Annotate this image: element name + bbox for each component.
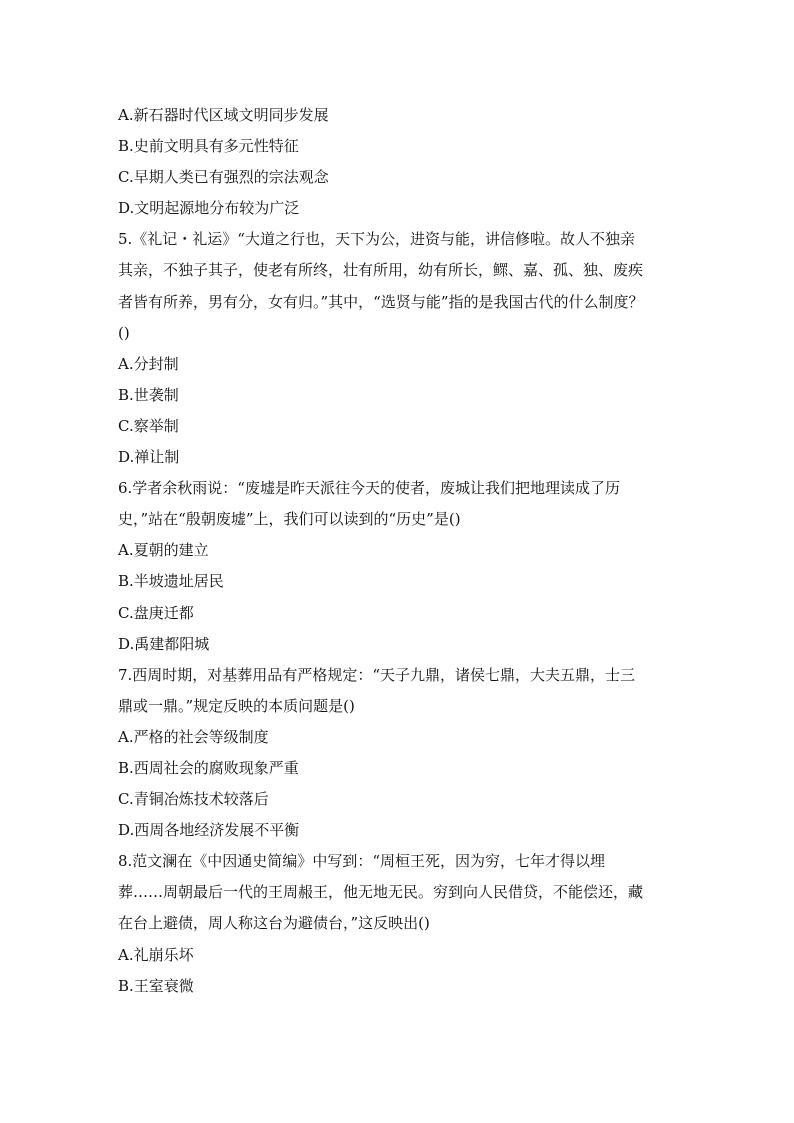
question-7-option-d: D.西周各地经济发展不平衡	[118, 821, 300, 840]
option-a-text: A.新石器时代区域文明同步发展	[118, 106, 329, 124]
option-b-text: B.史前文明具有多元性特征	[118, 137, 299, 156]
option-d-text: D.文明起源地分布较为广泛	[118, 199, 300, 218]
question-8-line-2: 葬……周朝最后一代的王周赧王，他无地无民。穷到向人民借贷，不能偿还，藏	[118, 883, 644, 902]
question-8-line-3: 在台上避债，周人称这台为避债台，”这反映出()	[118, 914, 430, 933]
question-text	[118, 100, 683, 1002]
question-6-option-d: D.禹建都阳城	[118, 634, 210, 653]
question-7-line-2: 鼎或一鼎。”规定反映的本质问题是()	[118, 696, 355, 715]
question-7-line-1: 7.西周时期，对基葬用品有严格规定：“天子九鼎，诸侯七鼎，大夫五鼎，士三	[118, 665, 635, 684]
question-6-option-c: C.盘庚迁都	[118, 603, 194, 622]
question-6-line-1: 6.学者余秋雨说：“废墟是昨天派往今天的使者，废城让我们把地理读成了历	[118, 479, 620, 498]
question-5-option-d: D.禅让制	[118, 448, 180, 467]
question-5-line-3: 者皆有所养，男有分，女有归。”其中，“选贤与能”指的是我国古代的什么制度？	[118, 292, 644, 311]
option-c-text: C.早期人类已有强烈的宗法观念	[118, 168, 329, 187]
question-6-option-b: B.半坡遗址居民	[118, 572, 224, 591]
question-7-option-a: A.严格的社会等级制度	[118, 727, 269, 746]
question-5-option-a: A.分封制	[118, 354, 179, 373]
question-5-line-4: ()	[118, 323, 130, 342]
question-8-line-1: 8.范文澜在《中因通史简编》中写到：“周桓王死，因为穷，七年才得以埋	[118, 852, 605, 871]
question-5-option-b: B.世袭制	[118, 385, 179, 404]
question-8-option-b: B.王室衰微	[118, 976, 194, 995]
question-6-option-a: A.夏朝的建立	[118, 541, 209, 560]
question-5-line-1: 5.《礼记・礼运》“大道之行也，天下为公，进资与能，讲信修啦。故人不独亲	[118, 230, 635, 249]
question-5-line-2: 其亲，不独子其子，使老有所终，壮有所用，幼有所长，鳏、嘉、孤、独、废疾	[118, 261, 644, 280]
question-8-option-a: A.礼崩乐坏	[118, 945, 194, 964]
question-5-option-c: C.察举制	[118, 416, 179, 435]
question-7-option-b: B.西周社会的腐败现象严重	[118, 758, 299, 777]
question-7-option-c: C.青铜冶炼技术较落后	[118, 790, 269, 809]
question-6-line-2: 史，”站在“殷朝废墟”上，我们可以读到的“历史”是()	[118, 510, 461, 529]
